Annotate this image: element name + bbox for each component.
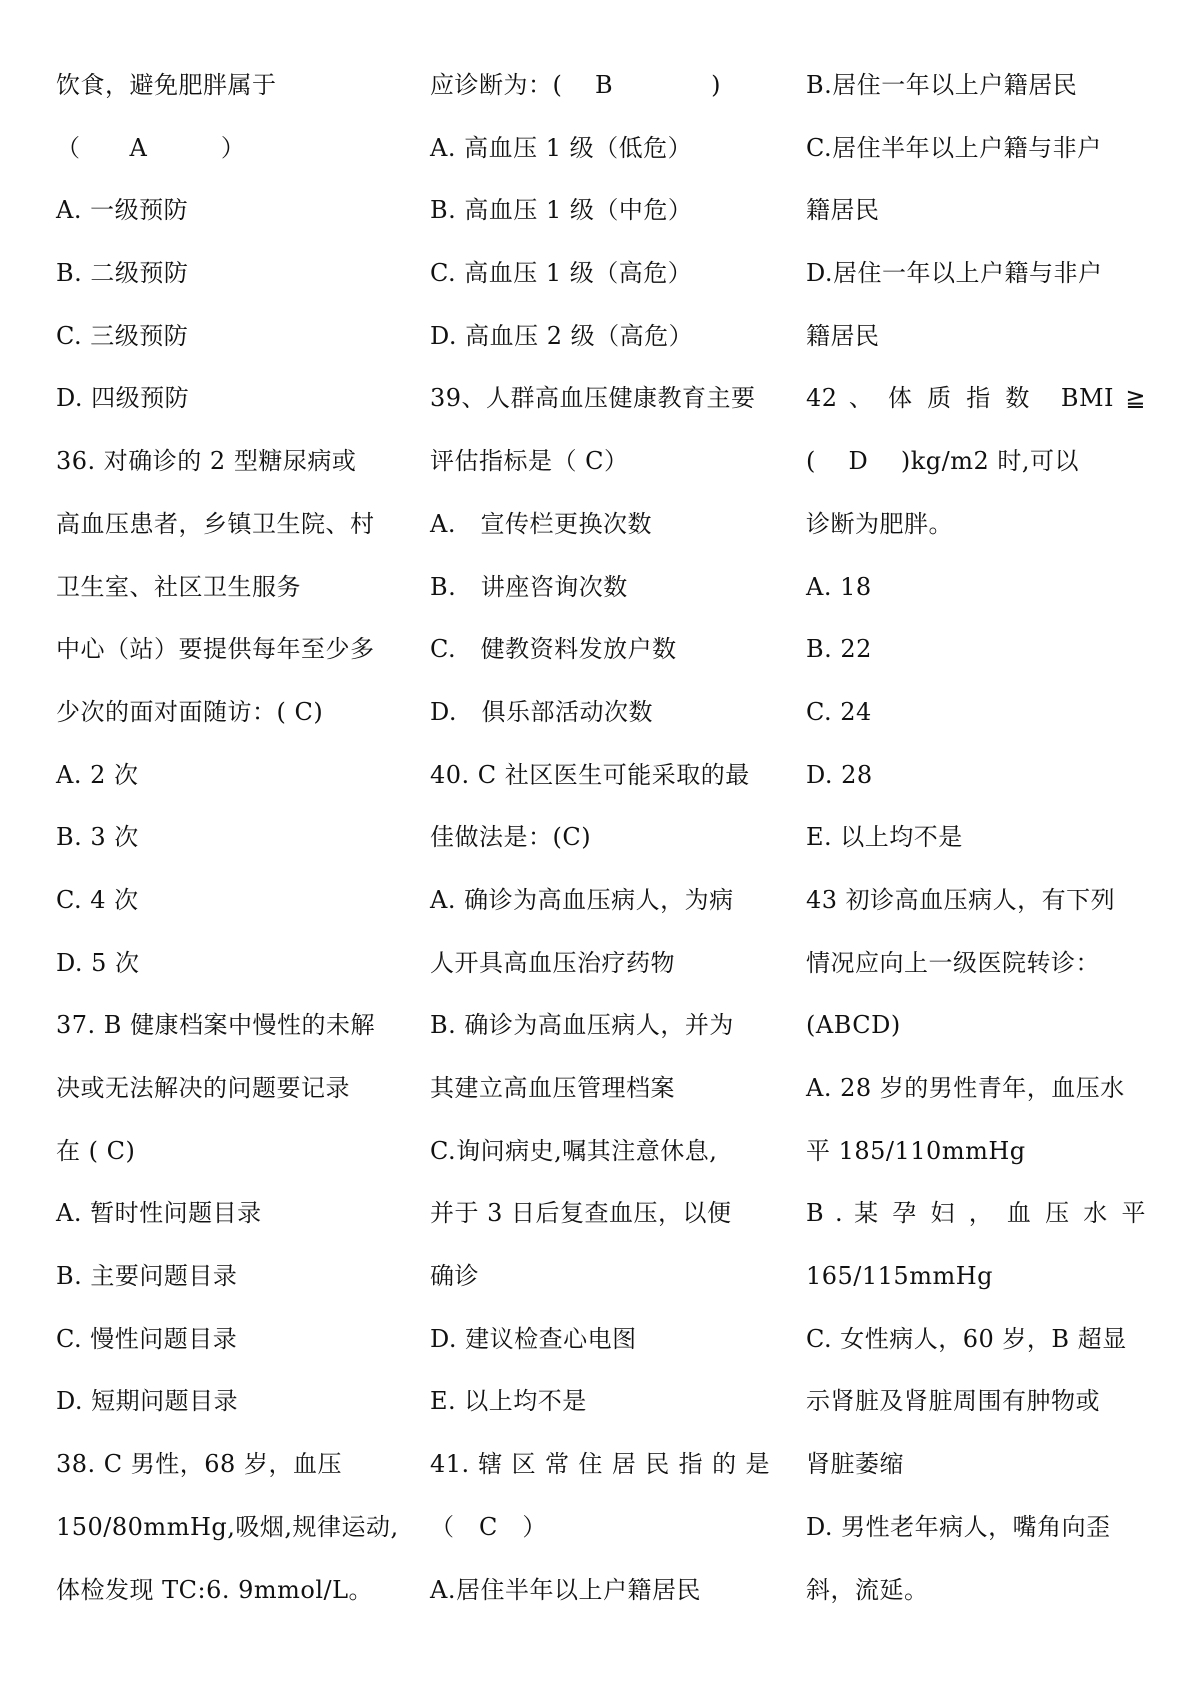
text-line: B. 讲座咨询次数: [430, 572, 628, 601]
text-line: (ABCD): [806, 1011, 901, 1040]
text-line: 高血压患者，乡镇卫生院、村: [56, 509, 375, 538]
text-line: 在 ( C): [56, 1136, 136, 1165]
text-line: D. 高血压 2 级（高危）: [430, 321, 694, 350]
text-line: D. 短期问题目录: [56, 1387, 239, 1416]
text-line: 平 185/110mmHg: [806, 1136, 1026, 1165]
text-line: C. 慢性问题目录: [56, 1324, 238, 1353]
text-line: B.居住一年以上户籍居民: [806, 71, 1078, 99]
text-line: 人开具高血压治疗药物: [430, 948, 675, 977]
text-line: 其建立高血压管理档案: [430, 1074, 675, 1102]
text-line: C. 高血压 1 级（高危）: [430, 259, 693, 288]
text-line: E. 以上均不是: [806, 823, 963, 852]
text-line: A. 宣传栏更换次数: [430, 509, 652, 538]
text-line: 卫生室、社区卫生服务: [56, 572, 301, 601]
text-line: D. 5 次: [56, 948, 140, 977]
text-line: D. 28: [806, 760, 873, 789]
text-line: B. 3 次: [56, 823, 139, 852]
text-line: E. 以上均不是: [430, 1387, 587, 1416]
text-line: 中心（站）要提供每年至少多: [56, 635, 375, 664]
text-line: ( D )kg/m2 时,可以: [806, 447, 1080, 476]
text-line: 示肾脏及肾脏周围有肿物或: [806, 1387, 1100, 1416]
text-line: D. 男性老年病人，嘴角向歪: [806, 1512, 1111, 1541]
text-line: 籍居民: [806, 321, 880, 350]
text-line: 150/80mmHg,吸烟,规律运动,: [56, 1512, 399, 1541]
text-line: A.居住半年以上户籍居民: [430, 1575, 701, 1604]
text-line: 体检发现 TC:6. 9mmol/L。: [56, 1575, 374, 1604]
text-line: 肾脏萎缩: [806, 1450, 904, 1479]
text-line: A. 高血压 1 级（低危）: [430, 133, 693, 162]
text-line: B. 22: [806, 635, 872, 664]
text-line: 37. B 健康档案中慢性的未解: [56, 1011, 376, 1040]
text-line: 41. 辖 区 常 住 居 民 指 的 是: [430, 1450, 770, 1479]
text-line: （ C ）: [430, 1512, 547, 1541]
text-line: 少次的面对面随访：( C): [56, 697, 324, 726]
text-line: 情况应向上一级医院转诊：: [806, 948, 1100, 977]
text-line: C. 三级预防: [56, 321, 189, 350]
text-line: B. 主要问题目录: [56, 1262, 238, 1291]
text-line: C. 健教资料发放户数: [430, 635, 677, 664]
text-line: 决或无法解决的问题要记录: [56, 1074, 350, 1102]
text-column-middle: [430, 54, 770, 1621]
text-line: A. 暂时性问题目录: [56, 1199, 262, 1228]
text-line: C. 24: [806, 697, 872, 726]
text-line: 42 、 体 质 指 数 BMI ≧: [806, 384, 1146, 413]
text-line: A. 确诊为高血压病人，为病: [430, 885, 734, 914]
text-line: 应诊断为：( B ): [430, 71, 721, 99]
text-line: 评估指标是（ C）: [430, 447, 629, 476]
text-line: D.居住一年以上户籍与非户: [806, 259, 1103, 288]
text-line: B. 高血压 1 级（中危）: [430, 196, 693, 225]
text-line: B . 某 孕 妇 ， 血 压 水 平: [806, 1199, 1146, 1228]
text-line: 诊断为肥胖。: [806, 509, 953, 538]
text-line: 36. 对确诊的 2 型糖尿病或: [56, 447, 357, 476]
text-column-right: [806, 54, 1146, 1621]
text-line: 40. C 社区医生可能采取的最: [430, 760, 750, 789]
text-line: 165/115mmHg: [806, 1262, 994, 1291]
text-line: A. 一级预防: [56, 196, 189, 225]
text-line: A. 18: [806, 572, 872, 601]
text-line: 斜，流延。: [806, 1575, 929, 1604]
text-line: B. 二级预防: [56, 259, 189, 288]
text-line: D. 俱乐部活动次数: [430, 697, 654, 726]
text-line: （ A ）: [56, 133, 246, 162]
text-line: A. 2 次: [56, 760, 139, 789]
text-line: D. 四级预防: [56, 384, 190, 413]
text-line: C.询问病史,嘱其注意休息,: [430, 1136, 718, 1165]
text-line: 并于 3 日后复查血压，以便: [430, 1199, 732, 1228]
text-column-left: [56, 54, 399, 1621]
text-line: B. 确诊为高血压病人，并为: [430, 1011, 734, 1040]
text-line: 饮食，避免肥胖属于: [56, 71, 277, 99]
text-line: 39、人群高血压健康教育主要: [430, 384, 756, 413]
text-line: 佳做法是：(C): [430, 823, 592, 852]
text-line: 确诊: [430, 1262, 479, 1291]
text-line: 38. C 男性，68 岁，血压: [56, 1450, 342, 1479]
text-line: C. 4 次: [56, 885, 139, 914]
text-line: D. 建议检查心电图: [430, 1324, 637, 1353]
text-line: C. 女性病人，60 岁，B 超显: [806, 1324, 1127, 1353]
text-line: 43 初诊高血压病人，有下列: [806, 885, 1116, 914]
text-line: 籍居民: [806, 196, 880, 225]
text-line: A. 28 岁的男性青年，血压水: [806, 1074, 1125, 1102]
text-line: C.居住半年以上户籍与非户: [806, 133, 1102, 162]
